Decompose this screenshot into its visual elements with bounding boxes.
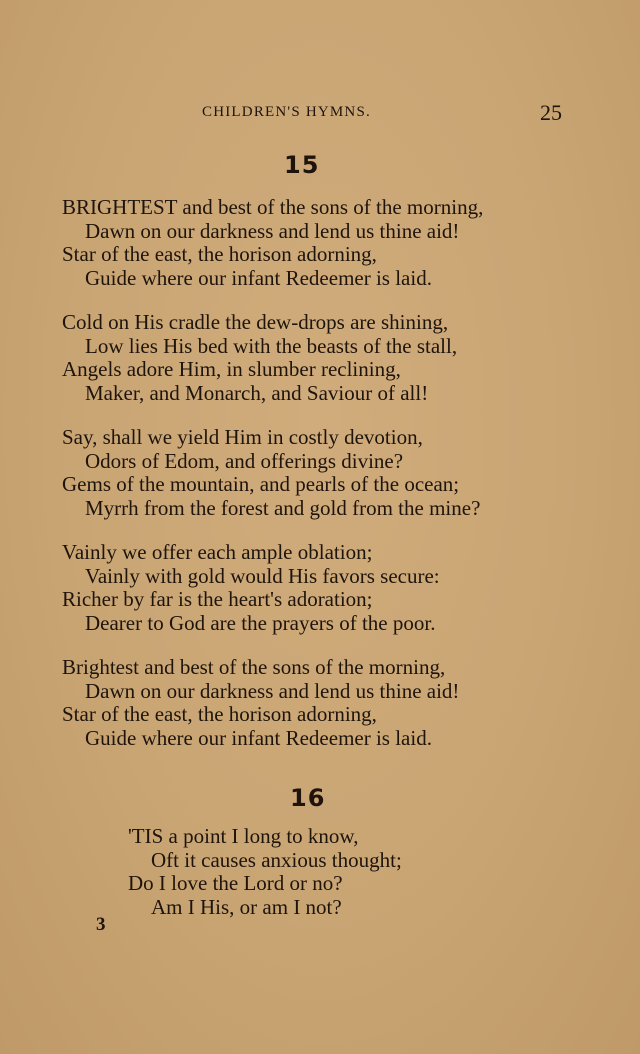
verse-line: Guide where our infant Redeemer is laid.	[85, 265, 432, 290]
verse-line: Maker, and Monarch, and Saviour of all!	[85, 380, 429, 405]
verse-line: Richer by far is the heart's adoration;	[62, 587, 373, 611]
verse-line: Dawn on our darkness and lend us thine aid!	[85, 218, 460, 243]
verse-line: Guide where our infant Redeemer is laid.	[85, 725, 432, 750]
verse-line: Angels adore Him, in slumber reclining,	[62, 357, 401, 381]
verse-line: Star of the east, the horison adorning,	[62, 702, 377, 726]
verse-line: Odors of Edom, and offerings divine?	[85, 448, 404, 473]
verse-line: Dearer to God are the prayers of the poor.	[85, 610, 436, 635]
page-number: 25	[540, 100, 562, 125]
verse-line: Myrrh from the forest and gold from the mine?	[85, 495, 481, 520]
verse-line: Oft it causes anxious thought;	[151, 847, 402, 872]
verse-line: Say, shall we yield Him in costly devotion,	[62, 425, 423, 449]
stanza	[62, 541, 632, 635]
stanza	[62, 311, 632, 405]
verse-line: Gems of the mountain, and pearls of the ocean;	[62, 472, 460, 496]
verse-line: Brightest and best of the sons of the morning,	[62, 655, 446, 679]
stanza	[62, 656, 632, 750]
verse-line: Do I love the Lord or no?	[128, 871, 343, 895]
hymn-number: 16	[290, 784, 326, 812]
stanza	[128, 825, 640, 919]
verse-line: Star of the east, the horison adorning,	[62, 242, 377, 266]
verse-line: Dawn on our darkness and lend us thine aid!	[85, 678, 460, 703]
page-header	[0, 100, 640, 124]
verse-line: 'TIS a point I long to know,	[128, 824, 359, 848]
verse-line: Vainly we offer each ample oblation;	[62, 540, 373, 564]
stanza	[62, 426, 632, 520]
verse-line: Vainly with gold would His favors secure:	[85, 563, 440, 588]
verse-line: Low lies His bed with the beasts of the stall,	[85, 333, 458, 358]
signature-mark: 3	[96, 914, 106, 935]
running-head: CHILDREN'S HYMNS.	[202, 104, 371, 120]
verse-line: Cold on His cradle the dew-drops are shining,	[62, 310, 449, 334]
verse-line: Am I His, or am I not?	[151, 894, 342, 919]
verse-line: BRIGHTEST and best of the sons of the morning,	[62, 195, 484, 219]
stanza	[62, 196, 632, 290]
hymn-number: 15	[284, 151, 320, 179]
